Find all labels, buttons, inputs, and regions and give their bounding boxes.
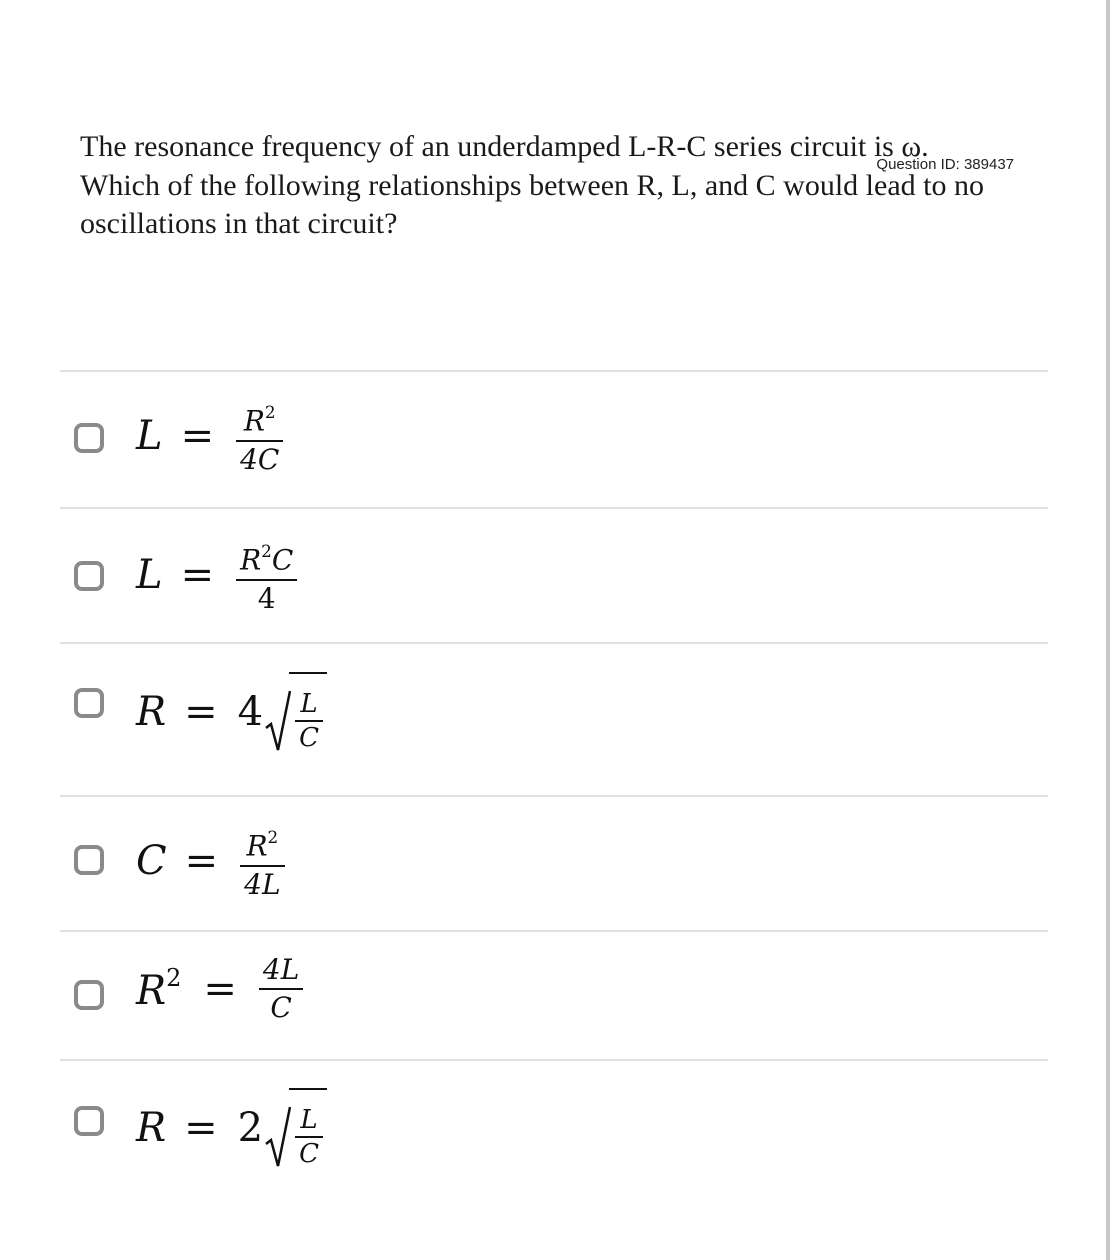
fraction-denominator: 4 [257,581,276,615]
formula-fraction [295,1106,323,1168]
formula-fraction [295,690,323,752]
fraction-numerator: $R^2C$ [240,541,294,577]
formula-lhs: R [136,1105,167,1151]
formula-lhs: R [136,689,167,735]
formula-equals: = [180,551,215,598]
formula-lhs: L [136,551,163,598]
fraction-numerator: $R^2$ [243,402,276,438]
fraction-bar [240,865,284,867]
fraction-bar [259,988,303,990]
answer-option[interactable] [60,930,1048,1061]
checkbox[interactable] [74,845,104,875]
radical-sign-icon [265,690,291,752]
formula-equals: = [184,689,218,735]
option-formula [136,954,303,1024]
fraction-bar [295,1136,323,1138]
option-formula [136,672,327,752]
formula-equals: = [203,966,237,1012]
square-root [265,1088,327,1168]
formula-fraction [259,954,303,1024]
checkbox[interactable] [74,1106,104,1136]
checkbox[interactable] [74,688,104,718]
formula-equals: = [180,412,215,459]
formula-equals: = [184,837,219,884]
formula-coefficient: 4 [237,689,264,735]
answer-option[interactable] [60,642,1048,797]
fraction-denominator: C [270,991,292,1024]
option-formula [136,1088,327,1168]
option-formula [136,821,285,901]
formula-lhs: C [136,837,167,884]
checkbox[interactable] [74,561,104,591]
fraction-numerator: $R^2$ [246,827,279,863]
answer-option[interactable] [60,370,1048,509]
radicand [289,672,327,752]
checkbox[interactable] [74,980,104,1010]
fraction-denominator: C [299,1139,319,1169]
answer-option[interactable] [60,795,1048,932]
formula-coefficient: 2 [237,1105,264,1151]
checkbox[interactable] [74,423,104,453]
formula-lhs: L [136,412,163,459]
fraction-bar [295,720,323,722]
fraction-numerator: L [300,689,318,719]
fraction-denominator: C [299,723,319,753]
radicand [289,1088,327,1168]
radical-sign-icon [265,1106,291,1168]
scrollbar-edge [1106,0,1110,1260]
fraction-numerator: 4L [262,953,300,986]
formula-fraction [236,535,297,615]
question-id-label: Question ID: 389437 [876,156,1014,173]
question-block [80,128,1020,244]
question-text: The resonance frequency of an underdamped L-R-C series circuit is ω. Which of the following relationships between R, L, and C would lead to no oscillations in that circuit? [80,130,984,240]
fraction-denominator: 4C [240,442,280,476]
answer-option[interactable] [60,1059,1048,1241]
formula-fraction [236,396,283,476]
fraction-denominator: 4L [244,867,281,901]
formula-lhs: $R^2$ [136,964,182,1014]
square-root [265,672,327,752]
fraction-bar [236,440,283,442]
answer-option[interactable] [60,507,1048,644]
formula-fraction [240,821,284,901]
fraction-numerator: L [300,1105,318,1135]
fraction-bar [236,579,297,581]
option-formula [136,535,297,615]
formula-equals: = [184,1105,218,1151]
option-formula [136,396,283,476]
